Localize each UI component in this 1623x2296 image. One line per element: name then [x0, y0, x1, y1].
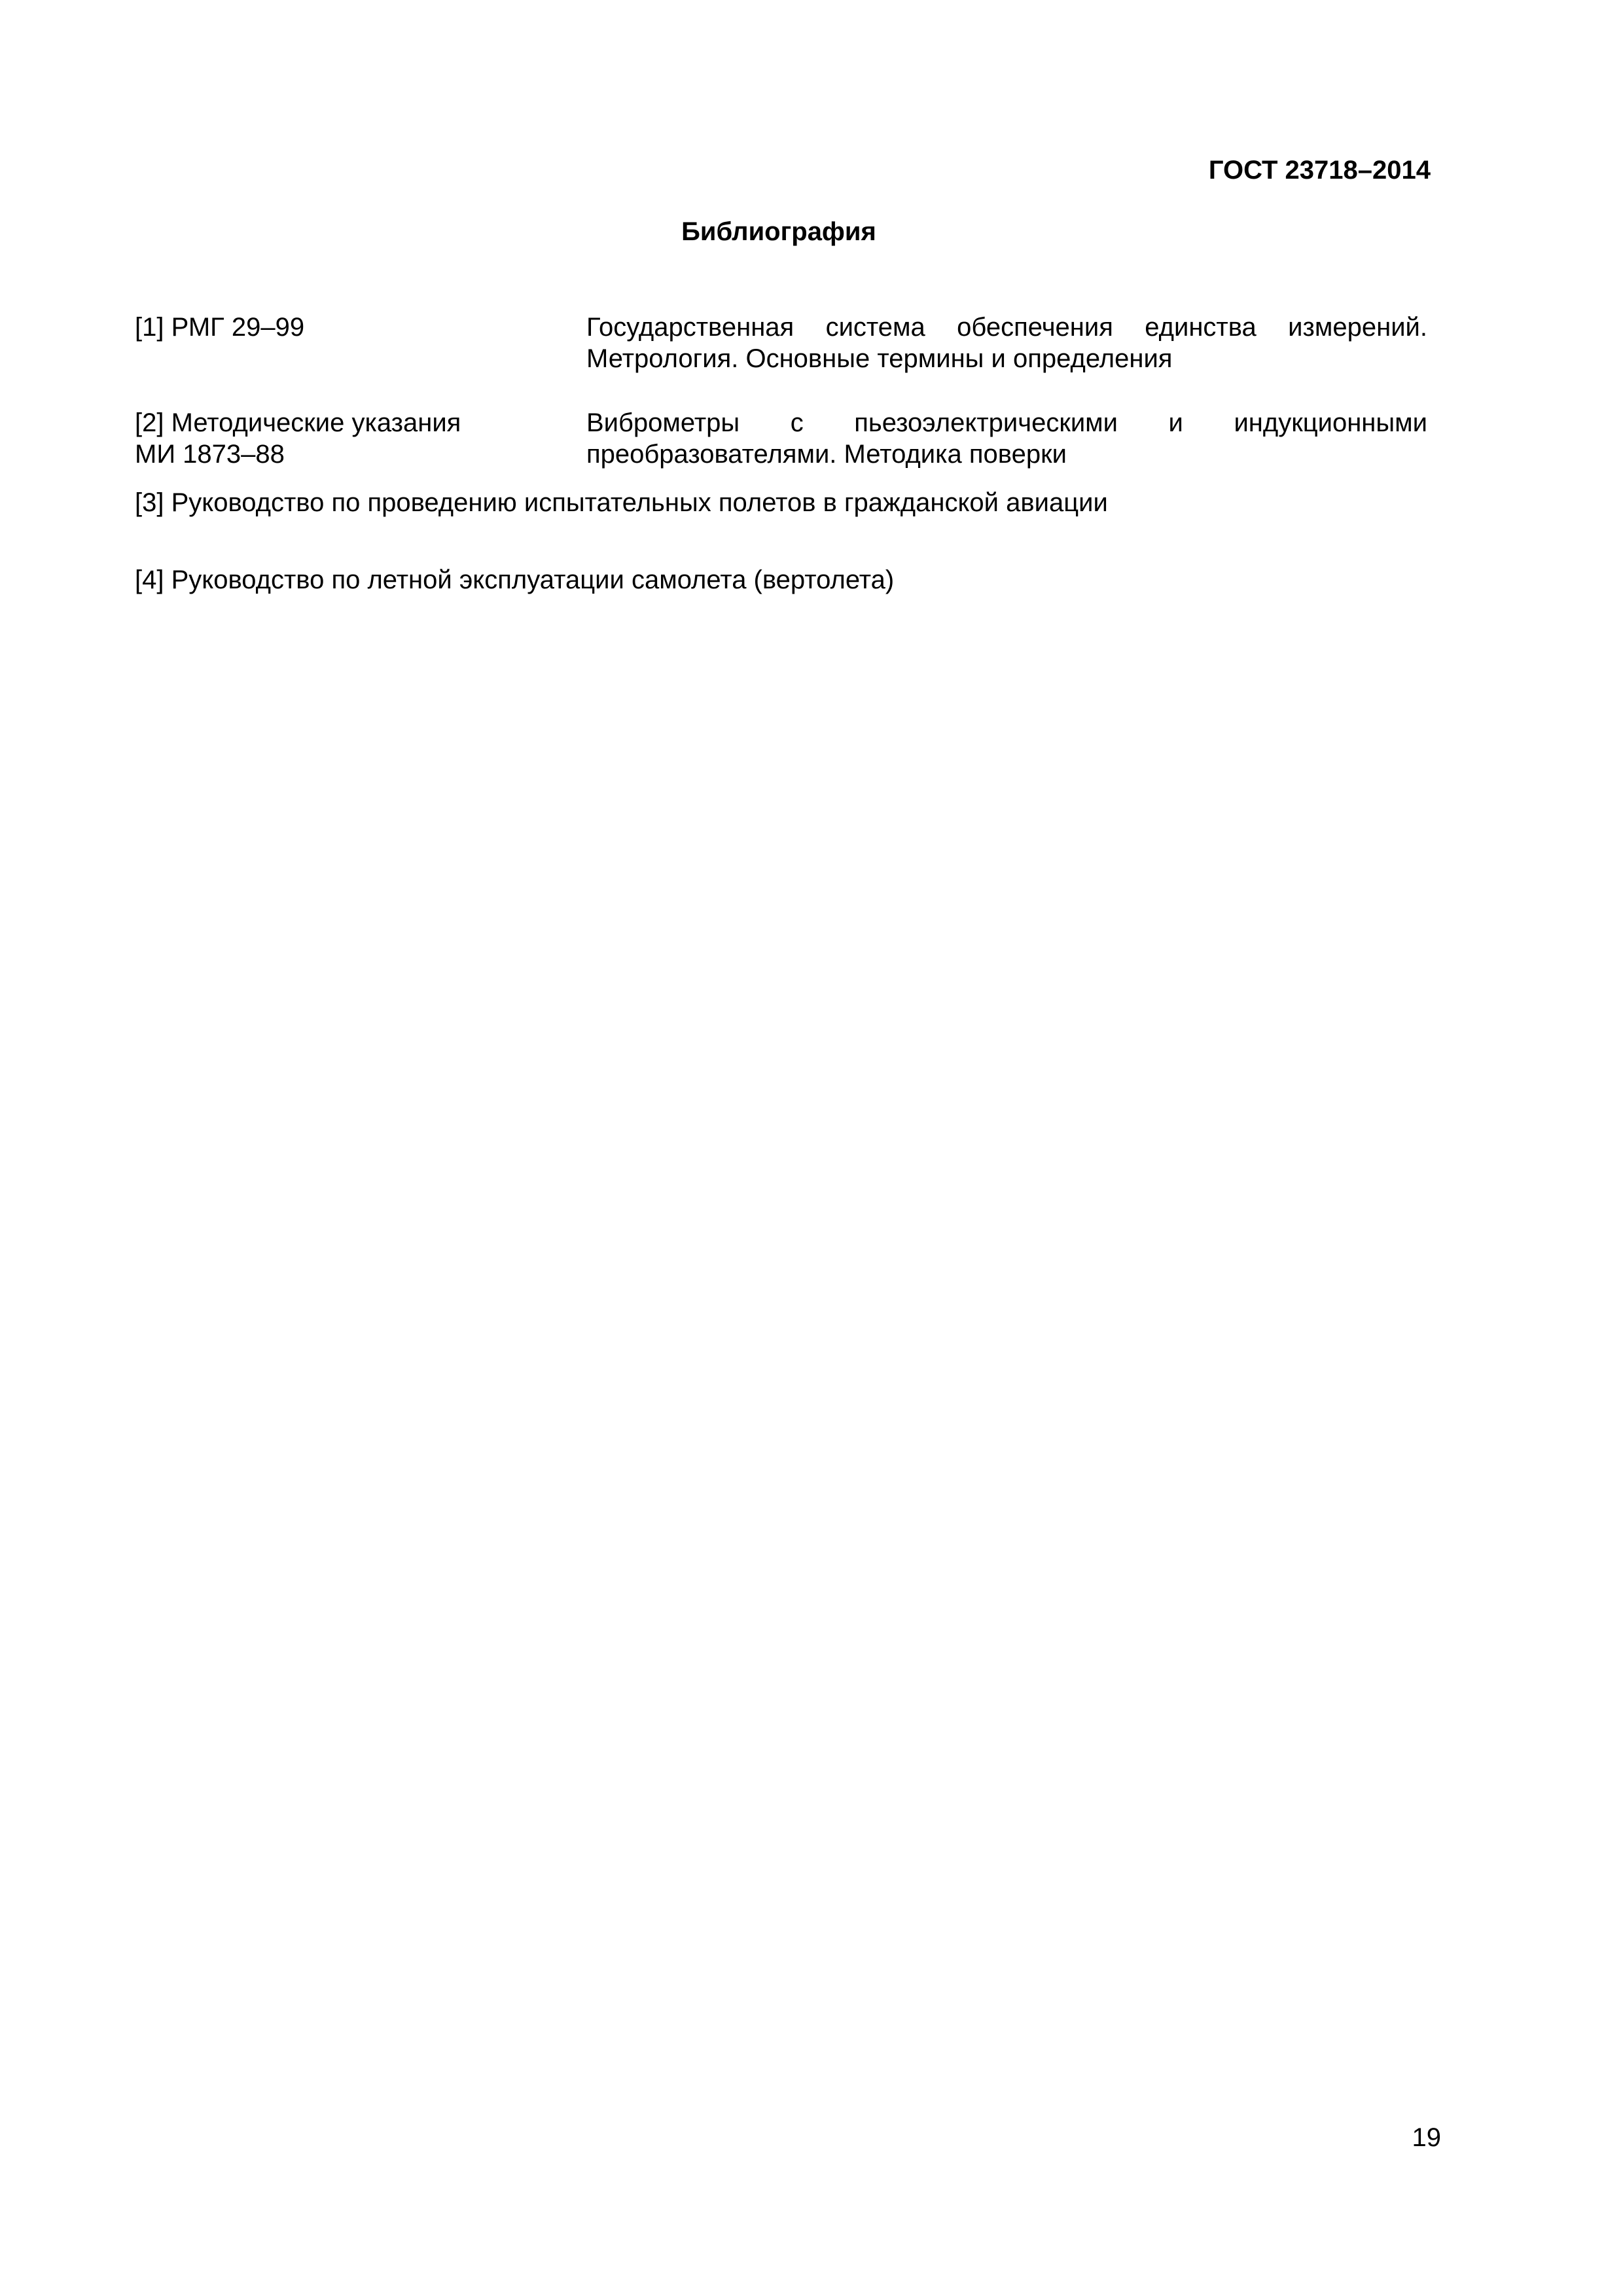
bibliography-ref-line: [1] РМГ 29–99 — [135, 313, 305, 342]
bibliography-description-line: Государственная система обеспечения единства измерений. — [586, 313, 1427, 342]
bibliography-full-text: [3] Руководство по проведению испытательных полетов в гражданской авиации — [135, 488, 1108, 517]
bibliography-description-line: Метрология. Основные термины и определения — [586, 344, 1173, 373]
document-code: ГОСТ 23718–2014 — [1208, 156, 1431, 185]
bibliography-full-text: [4] Руководство по летной эксплуатации самолета (вертолета) — [135, 565, 895, 594]
bibliography-description — [586, 312, 1427, 374]
bibliography-ref-line: МИ 1873–88 — [135, 440, 285, 469]
page-number: 19 — [1412, 2123, 1441, 2152]
page-title: Библиография — [681, 217, 876, 246]
bibliography-ref-line: [2] Методические указания — [135, 408, 461, 437]
bibliography-entry-2 — [135, 407, 1427, 470]
bibliography-ref — [135, 407, 567, 470]
bibliography-description-line: преобразователями. Методика поверки — [586, 440, 1067, 469]
bibliography-entry-3 — [135, 487, 1427, 518]
bibliography-entry-4 — [135, 564, 1427, 596]
bibliography-entry-1 — [135, 312, 1427, 374]
bibliography-description — [586, 407, 1427, 470]
bibliography-ref — [135, 312, 567, 343]
bibliography-description-line: Виброметры с пьезоэлектрическими и индукционными — [586, 408, 1427, 437]
